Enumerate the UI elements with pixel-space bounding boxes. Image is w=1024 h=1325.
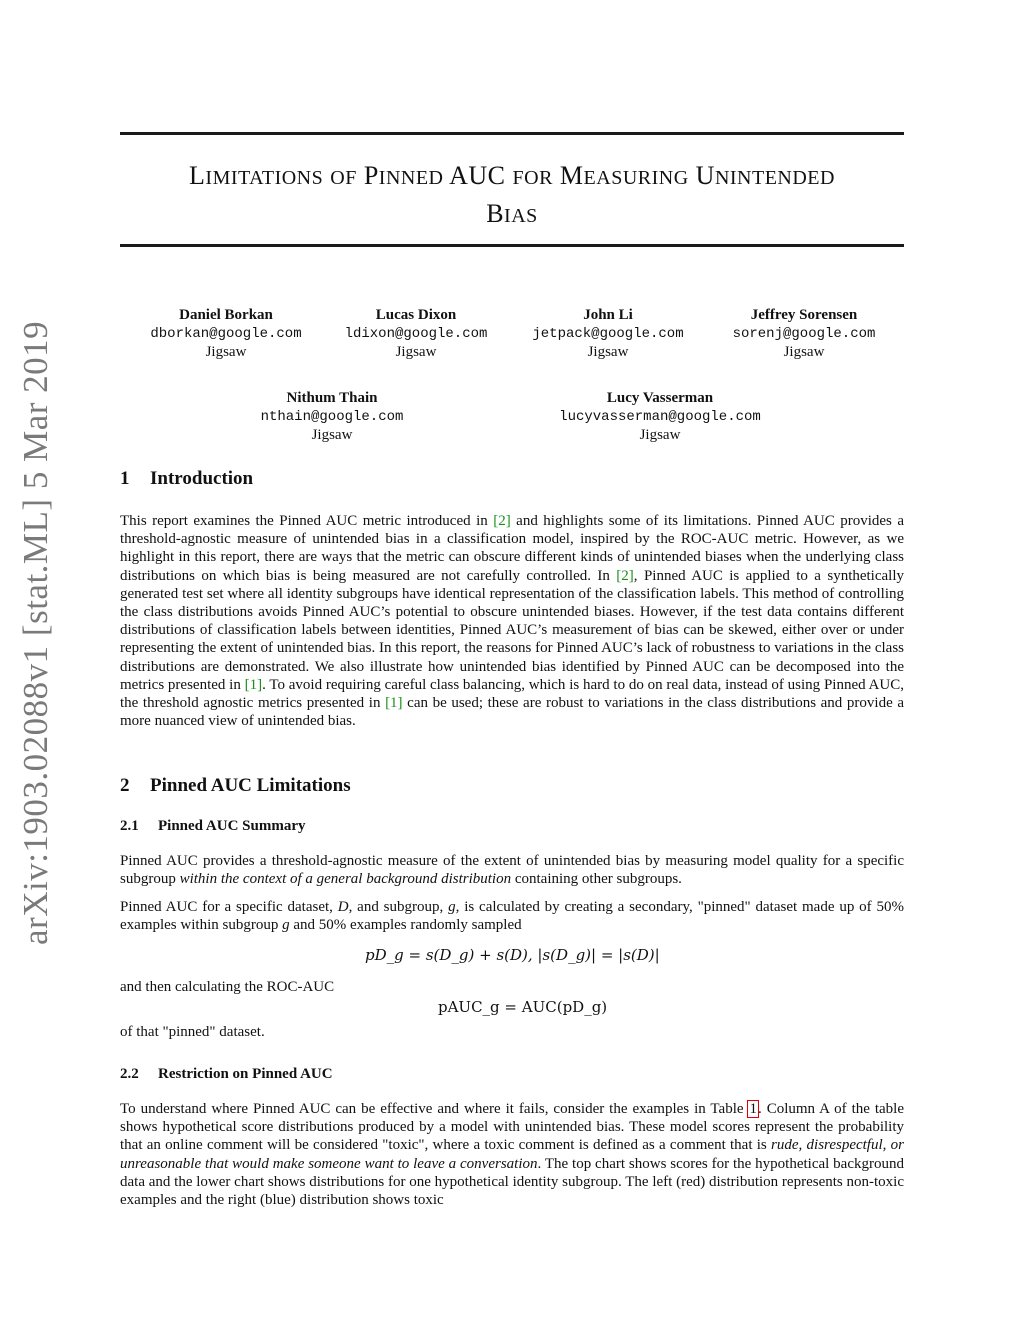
pinned-dataset-paragraph: Pinned AUC for a specific dataset, D, and subgroup, g, is calculated by creating a secondary, "pinned" dataset made up of 50% examples within subgroup g and 50% examples randomly sampled — [120, 899, 904, 934]
roc-auc-text: and then calculating the ROC-AUC — [120, 979, 335, 995]
author-name: John Li — [583, 307, 633, 323]
author-email[interactable]: lucyvasserman@google.com — [559, 408, 761, 425]
author-name: Nithum Thain — [286, 390, 378, 406]
author-email[interactable]: ldixon@google.com — [344, 325, 488, 342]
author-email[interactable]: jetpack@google.com — [532, 325, 684, 342]
author-block — [508, 306, 708, 362]
author-affiliation: Jigsaw — [311, 427, 353, 443]
introduction-paragraph: This report examines the Pinned AUC metric introduced in [2] and highlights some of its limitations. Pinned AUC provides a threshold-agnostic measure of unintended bias in a classification model, inspired by the ROC-AUC metric. However, as we highlight in this report, there are ways that the metric can obscure different kinds of unintended biases when the underlying class distributions on which bias is being measured are not carefully controlled. In [2], Pinned AUC is applied to a synthetically generated test set where all identity subgroups have identical representation of the classification labels. This method of controlling the class distributions avoids Pinned AUC’s potential to obscure unintended biases. However, if the test data contains different distributions of classification labels between identities, Pinned AUC’s measurement of bias can be skewed, either over or under representing the extent of unintended bias. In this report, the reasons for Pinned AUC’s lack of robustness to variations in the class distributions are demonstrated. We also illustrate how unintended bias identified by Pinned AUC can be decomposed into the metrics presented in [1]. To avoid requiring careful class balancing, which is hard to do on real data, instead of using Pinned AUC, the threshold agnostic metrics presented in [1] can be used; these are robust to variations in the class distributions and provide a more nuanced view of unintended bias. — [120, 513, 905, 730]
restriction-paragraph: To understand where Pinned AUC can be effective and where it fails, consider the examples in Table 1. Column A of the table shows hypothetical score distributions produced by a model with unintended bias. These model scores represent the probability that an online comment will be considered "toxic", where a toxic comment is defined as a comment that is rude, disrespectful, or unreasonable that would make someone want to leave a conversation. The top chart shows scores for the hypothetical background data and the lower chart shows distributions for one hypothetical identity subgroup. The left (red) distribution represents non-toxic examples and the right (blue) distribution shows toxic — [120, 1101, 904, 1209]
arxiv-identifier-stamp: arXiv:1903.02088v1 [stat.ML] 5 Mar 2019 — [16, 320, 55, 945]
author-affiliation: Jigsaw — [395, 344, 437, 360]
author-block — [126, 306, 326, 362]
author-email[interactable]: nthain@google.com — [260, 408, 404, 425]
section-heading-introduction: 1 Introduction — [120, 468, 254, 489]
equation-pinned-auc: pAUC_g = AUC(pD_g) — [438, 998, 608, 1016]
author-affiliation: Jigsaw — [205, 344, 247, 360]
subsection-heading-restriction: 2.2 Restriction on Pinned AUC — [120, 1066, 333, 1082]
citation-link[interactable]: [1] — [244, 676, 263, 693]
author-affiliation: Jigsaw — [587, 344, 629, 360]
section-heading-limitations: 2 Pinned AUC Limitations — [120, 775, 351, 796]
author-name: Lucas Dixon — [375, 307, 457, 323]
author-email[interactable]: sorenj@google.com — [732, 325, 876, 342]
subsection-heading-summary: 2.1 Pinned AUC Summary — [120, 818, 306, 834]
equation-pinned-dataset: pD_g = s(D_g) + s(D), |s(D_g)| = |s(D)| — [365, 946, 660, 964]
citation-link[interactable]: [2] — [616, 567, 634, 584]
author-block — [535, 389, 785, 445]
citation-link[interactable]: [2] — [493, 513, 511, 529]
author-affiliation: Jigsaw — [783, 344, 825, 360]
author-name: Lucy Vasserman — [606, 390, 714, 406]
author-block — [316, 306, 516, 362]
title-top-rule — [120, 132, 904, 135]
pinned-dataset-closing-text: of that "pinned" dataset. — [120, 1024, 265, 1040]
summary-paragraph: Pinned AUC provides a threshold-agnostic measure of the extent of unintended bias by measuring model quality for a specific subgroup within the context of a general background distribution containing other subgroups. — [120, 853, 904, 888]
author-block — [704, 306, 904, 362]
author-block — [232, 389, 432, 445]
citation-link[interactable]: [1] — [385, 695, 403, 712]
author-affiliation: Jigsaw — [639, 427, 681, 443]
table-reference-link[interactable]: 1 — [749, 1101, 757, 1117]
author-email[interactable]: dborkan@google.com — [150, 325, 302, 342]
title-bottom-rule — [120, 244, 904, 247]
author-name: Jeffrey Sorensen — [750, 307, 858, 323]
author-name: Daniel Borkan — [179, 307, 273, 323]
paper-title: LIMITATIONS OF PINNED AUC FOR MEASURING UNINTENDED BIAS — [189, 161, 835, 228]
